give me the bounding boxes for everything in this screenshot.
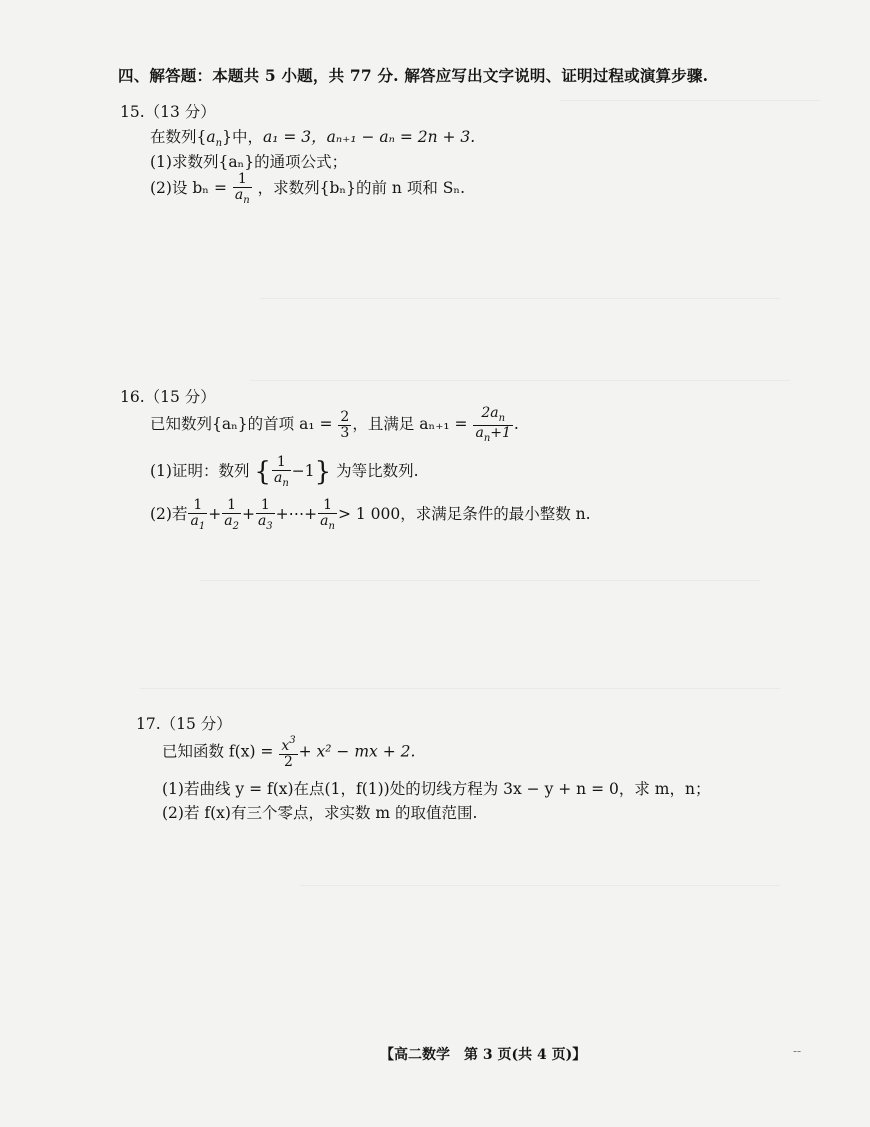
question-15-part-1: (1)求数列{aₙ}的通项公式；: [150, 153, 348, 171]
question-15-stem: 在数列$\{a_n\}$中，a₁ = 3，aₙ₊₁ − aₙ = 2n + 3.: [150, 128, 476, 149]
question-17-number: 17.（15 分）: [136, 715, 232, 733]
q16-p1-prefix: (1)证明：数列: [150, 462, 250, 481]
q16-p2-suffix: > 1 000，求满足条件的最小整数 n.: [337, 505, 591, 524]
question-16-number: 16.（15 分）: [120, 388, 216, 406]
question-17-part-1: (1)若曲线 y = f(x)在点(1，f(1))处的切线方程为 3x − y + n = 0，求 m，n；: [162, 780, 711, 798]
q16-p1-suffix: 为等比数列.: [336, 462, 419, 481]
q15-fraction: $\frac{1}{a_n}$: [234, 171, 250, 206]
question-16-stem: 已知数列{aₙ}的首项 a₁ = $\frac{2}{3}$ ，且满足 aₙ₊₁ = $\frac{2a_n}{a_n+1}$ .: [150, 405, 519, 444]
q16-fraction-two-thirds: $\frac{2}{3}$: [340, 408, 350, 441]
question-17-stem: [162, 736, 415, 769]
q16-p2-prefix: (2)若: [150, 505, 188, 524]
page-footer: 【高二数学 第 3 页(共 4 页)】: [380, 1047, 587, 1063]
question-16-part-1: (1)证明：数列 { $\frac{1}{a_n}$ −1} 为等比数列.: [150, 454, 419, 489]
question-17-part-2: (2)若 f(x)有三个零点，求实数 m 的取值范围.: [162, 804, 478, 822]
q15-stem-eq: a₁ = 3，aₙ₊₁ − aₙ = 2n + 3.: [262, 128, 476, 146]
q15-stem-prefix: 在数列{: [150, 128, 207, 146]
question-15-number: 15.（13 分）: [120, 103, 216, 121]
section-title: 四、解答题：本题共 5 小题，共 77 分. 解答应写出文字说明、证明过程或演算步骤.: [118, 66, 709, 85]
q16-fraction-recurrence: $\frac{2a_n}{a_n+1}$: [475, 405, 511, 444]
q17-fraction: $\frac{x^3}{2}$: [281, 735, 296, 770]
question-16-part-2: (2)若 $\frac{1}{a_1}$ + $\frac{1}{a_2}$ + $\frac{1}{a_3}$ +⋯+ $\frac{1}{a_n}$ > 1 000，求满足条件的最小整数 n.: [150, 497, 591, 532]
q17-stem-prefix: 已知函数 f(x) =: [162, 742, 274, 761]
q16-stem-mid: ，且满足 aₙ₊₁ =: [352, 415, 468, 433]
q15-p2-suffix: ，求数列{bₙ}的前 n 项和 Sₙ.: [257, 179, 465, 198]
footer-mark: --: [793, 1044, 802, 1058]
q16-stem-prefix: 已知数列{aₙ}的首项 a₁ =: [150, 415, 333, 433]
q15-stem-mid: }中，: [222, 128, 263, 146]
q17-stem-suffix: + x² − mx + 2.: [298, 742, 416, 761]
question-15-part-2: [150, 172, 465, 206]
q15-p2-prefix: (2)设 bₙ =: [150, 179, 227, 198]
